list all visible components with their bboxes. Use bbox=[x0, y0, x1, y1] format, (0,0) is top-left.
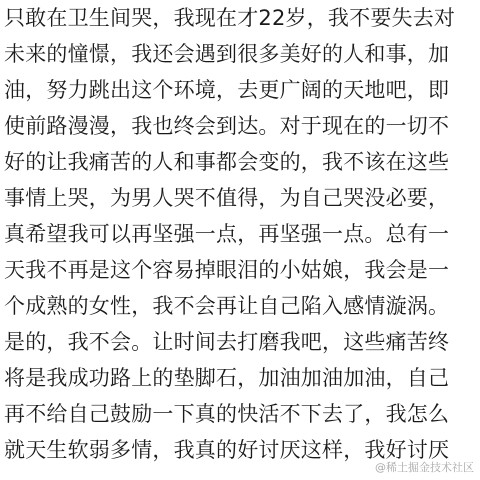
watermark bbox=[375, 458, 474, 476]
text-line-13: 就天生软弱多情，我真的好讨厌这样，我好讨厌 bbox=[4, 438, 450, 462]
text-line-8: 天我不再是这个容易掉眼泪的小姑娘，我会是一 bbox=[4, 258, 450, 282]
watermark-text: @稀土掘金技术社区 bbox=[375, 461, 474, 474]
text-line-6: 事情上哭，为男人哭不值得，为自己哭没必要， bbox=[4, 186, 450, 210]
text-line-9: 个成熟的女性，我不会再让自己陷入感情漩涡。 bbox=[4, 294, 450, 318]
text-line-3: 油，努力跳出这个环境，去更广阔的天地吧，即 bbox=[4, 78, 450, 102]
text-line-10: 是的，我不会。让时间去打磨我吧，这些痛苦终 bbox=[4, 330, 450, 354]
text-line-12: 再不给自己鼓励一下真的快活不下去了，我怎么 bbox=[4, 402, 450, 426]
text-line-4: 使前路漫漫，我也终会到达。对于现在的一切不 bbox=[4, 114, 450, 138]
text-line-2: 未来的憧憬，我还会遇到很多美好的人和事，加 bbox=[4, 42, 450, 66]
text-line-1: 只敢在卫生间哭，我现在才22岁，我不要失去对 bbox=[4, 6, 456, 30]
text-line-7: 真希望我可以再坚强一点，再坚强一点。总有一 bbox=[4, 222, 450, 246]
text-line-5: 好的让我痛苦的人和事都会变的，我不该在这些 bbox=[4, 150, 450, 174]
text-line-11: 将是我成功路上的垫脚石，加油加油加油，自己 bbox=[4, 366, 450, 390]
